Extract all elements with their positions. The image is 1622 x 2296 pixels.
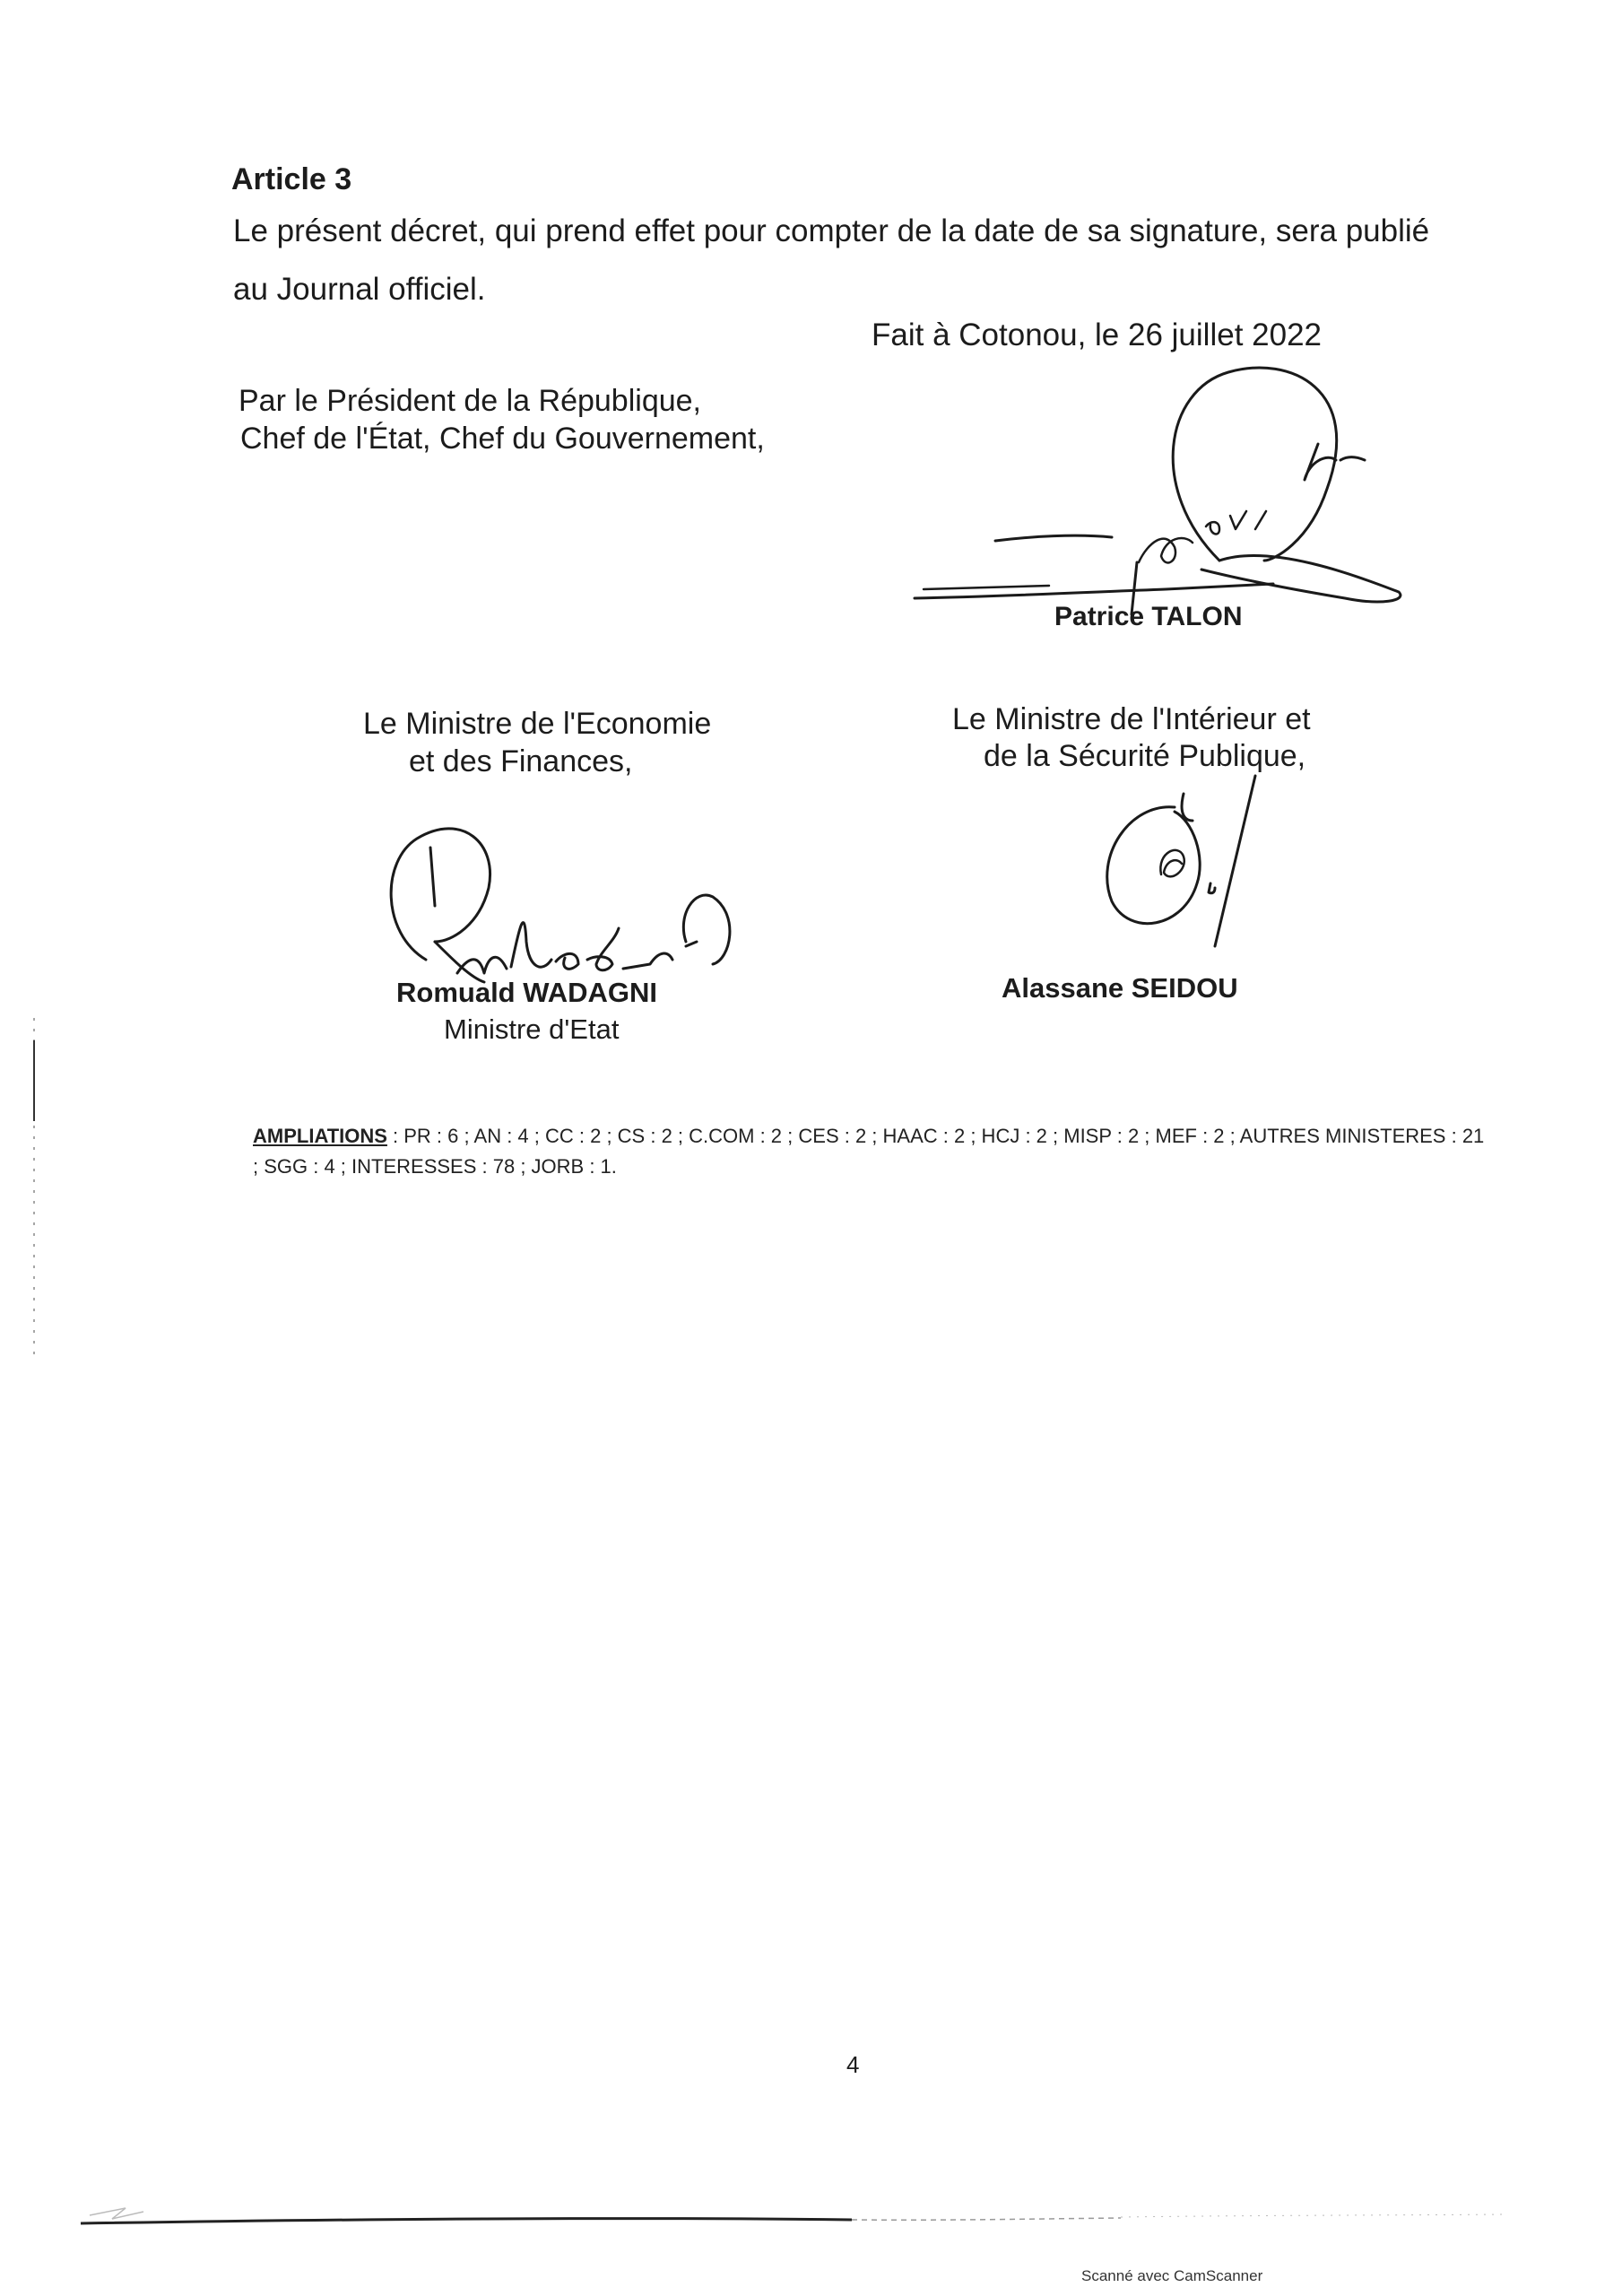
economy-minister-name: Romuald WADAGNI [396, 977, 658, 1008]
ampliations-label: AMPLIATIONS [253, 1125, 387, 1147]
interior-minister-title-line: de la Sécurité Publique, [984, 739, 1306, 773]
article-body-line: Le présent décret, qui prend effet pour compter de la date de sa signature, sera publié [233, 213, 1430, 248]
interior-minister-title-line: Le Ministre de l'Intérieur et [952, 702, 1311, 736]
president-title-line: Par le Président de la République, [239, 384, 701, 418]
president-title-line: Chef de l'État, Chef du Gouvernement, [240, 422, 765, 456]
ampliations-list: : PR : 6 ; AN : 4 ; CC : 2 ; CS : 2 ; C.COM : 2 ; CES : 2 ; HAAC : 2 ; HCJ : 2 ; MISP : 2 ; MEF : 2 ; AUTRES MINISTERES : 21 ; SGG : 4 ; INTERESSES : 78 ; JORB : 1. [253, 1125, 1485, 1178]
economy-minister-title-line: Le Ministre de l'Economie [363, 707, 712, 741]
scanner-watermark: Scanné avec CamScanner [1081, 2267, 1263, 2284]
economy-minister-rank: Ministre d'Etat [444, 1013, 620, 1045]
place-and-date: Fait à Cotonou, le 26 juillet 2022 [872, 317, 1322, 352]
president-name: Patrice TALON [1054, 602, 1243, 631]
interior-minister-name: Alassane SEIDOU [1002, 972, 1238, 1004]
article-title: Article 3 [231, 162, 352, 196]
article-body-line: au Journal officiel. [233, 272, 486, 307]
economy-minister-title-line: et des Finances, [409, 744, 633, 778]
page-number: 4 [846, 2051, 860, 2078]
